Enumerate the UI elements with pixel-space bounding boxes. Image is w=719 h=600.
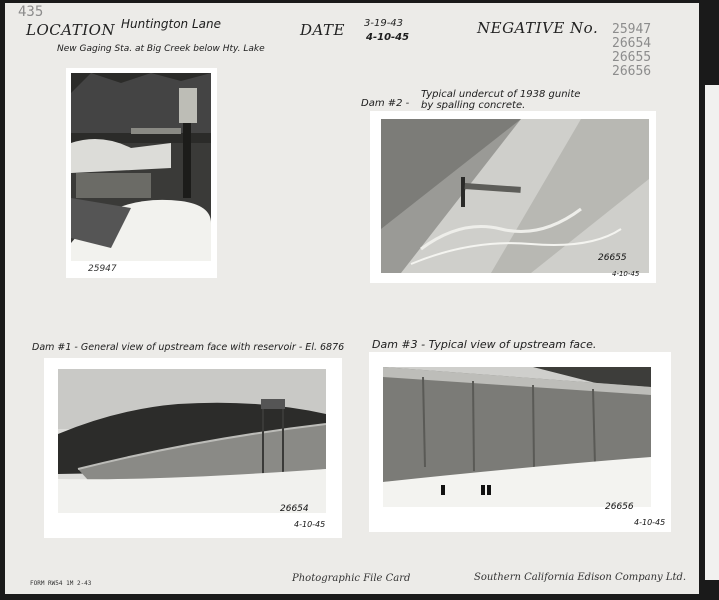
photo-dam-1 [44,358,342,538]
date-value-2: 4-10-45 [366,32,410,43]
photo-number-25947: 25947 [88,264,117,274]
photo-dam-3 [369,352,671,532]
dam-2-caption-line1: Typical undercut of 1938 gunite [421,89,581,100]
dam-2-caption-lead: Dam #2 - [361,98,410,109]
photo-date-26654: 4-10-45 [294,520,326,529]
dam-3-caption: Dam #3 - Typical view of upstream face. [372,338,597,351]
dam-3-image [383,367,651,507]
company-name: Southern California Edison Company Ltd. [474,572,687,583]
negative-number-2: 26654 [612,36,652,51]
photo-date-26655: 4-10-45 [612,270,640,278]
photo-number-26655: 26655 [598,253,627,263]
dam-1-caption: Dam #1 - General view of upstream face with reservoir - El. 6876 [32,342,345,353]
gaging-station-image [71,73,211,261]
dam-2-image [381,119,649,273]
background-edge [705,85,719,580]
location-value: Huntington Lane [121,17,221,31]
negative-number-3: 26655 [612,50,652,65]
card-title: Photographic File Card [292,573,411,584]
date-value-1: 3-19-43 [364,18,404,29]
photo-dam-2 [370,111,656,283]
photo-number-26656: 26656 [605,502,634,512]
photo-date-26656: 4-10-45 [634,518,666,527]
dam-2-caption-line2: by spalling concrete. [421,100,526,111]
photo-number-26654: 26654 [280,504,309,514]
location-subtitle: New Gaging Sta. at Big Creek below Hty. Lake [57,44,265,54]
date-label: DATE [300,21,345,39]
negative-label: NEGATIVE No. [477,19,599,37]
card-number: 435 [18,4,44,20]
negative-number-4: 26656 [612,64,652,79]
form-code: FORM RW54 1M 2-43 [30,580,92,587]
photo-gaging-station [66,68,217,278]
dam-1-image [58,369,326,513]
negative-number-1: 25947 [612,22,652,37]
location-label: LOCATION [26,21,116,39]
